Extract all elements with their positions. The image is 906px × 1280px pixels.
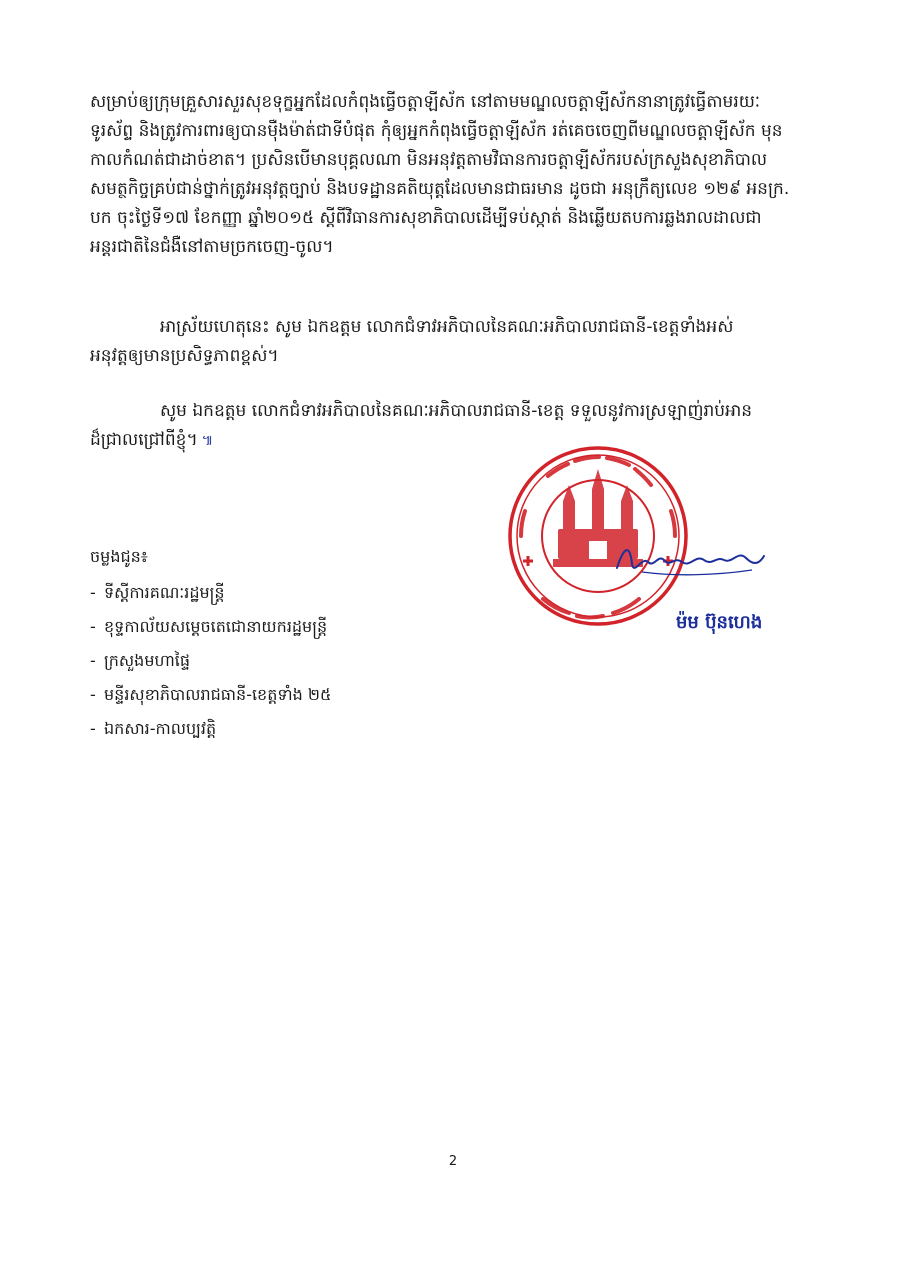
cc-recipient: ទីស្តីការគណៈរដ្ឋមន្ត្រី: [104, 583, 225, 602]
cc-list-item: - ទីស្តីការគណៈរដ្ឋមន្ត្រី: [90, 583, 225, 602]
signer-name: ម៉ម ប៊ុនហេង: [676, 612, 763, 633]
paragraph-line: កាលកំណត់ជាដាច់ខាត។ ប្រសិនបើមានបុគ្គលណា មិនអនុវត្តតាមវិធានការចត្តាឡីស័ករបស់ក្រសួងសុខាភិបាល: [90, 150, 768, 170]
paragraph-line: សូម ឯកឧត្តម លោកជំទាវអភិបាលនៃគណៈអភិបាលរាជធានី-ខេត្ត ទទួលនូវការស្រឡាញ់រាប់អាន: [160, 401, 753, 421]
page-number: 2: [448, 1154, 458, 1169]
paragraph-closing: [90, 397, 840, 456]
cc-recipient: ខុទ្ទកាល័យសម្តេចតេជោនាយករដ្ឋមន្ត្រី: [104, 617, 328, 636]
paragraph-line: សមត្ថកិច្ចគ្រប់ជាន់ថ្នាក់ត្រូវអនុវត្តច្បាប់ និងបទដ្ឋានគតិយុត្តដែលមានជាធរមាន ដូចជា អនុក្រឹត្យលេខ ១២៩ អនក្រ.: [90, 179, 790, 199]
paragraph-line: សម្រាប់ឲ្យក្រុមគ្រួសារសួរសុខទុក្ខអ្នកដែលកំពុងធ្វើចត្តាឡីស័ក នៅតាមមណ្ឌលចត្តាឡីស័កនានាត្រូវធ្វើតាមរយៈ: [90, 92, 761, 112]
cc-list-item: - ឯកសារ-កាលប្បវត្តិ: [90, 719, 217, 738]
cc-list-item: - ខុទ្ទកាល័យសម្តេចតេជោនាយករដ្ឋមន្ត្រី: [90, 617, 328, 636]
paragraph-line: អន្តរជាតិនៃជំងឺនៅតាមច្រកចេញ-ចូល។: [90, 237, 334, 257]
paragraph-quarantine-measures: [90, 88, 840, 262]
cc-title: ចម្លងជូន៖: [90, 547, 148, 566]
paragraph-line: [90, 426, 840, 456]
paragraph-line: អាស្រ័យហេតុនេះ សូម ឯកឧត្តម លោកជំទាវអភិបាលនៃគណៈអភិបាលរាជធានី-ខេត្តទាំងអស់: [160, 317, 734, 337]
paragraph-line: ទូរស័ព្ទ និងត្រូវការពារឲ្យបានម៉ឺងម៉ាត់ជាទីបំផុត កុំឲ្យអ្នកកំពុងធ្វើចត្តាឡីស័ក រត់គេចចេញពីមណ្ឌលចត្តាឡីស័ក មុន: [90, 121, 783, 141]
cc-list-item: - ក្រសួងមហាផ្ទៃ: [90, 651, 191, 670]
cc-recipient: ក្រសួងមហាផ្ទៃ: [104, 651, 191, 670]
cc-recipient: ឯកសារ-កាលប្បវត្តិ: [104, 719, 217, 738]
paragraph-line: អនុវត្តឲ្យមានប្រសិទ្ធភាពខ្ពស់។: [90, 346, 279, 366]
closing-text: ដ៏ជ្រាលជ្រៅពីខ្ញុំ។: [90, 430, 198, 450]
carbon-copy-section: [90, 543, 490, 749]
handwritten-signature: [612, 536, 772, 586]
paragraph-request: [90, 313, 840, 371]
cc-recipient: មន្ទីរសុខាភិបាលរាជធានី-ខេត្តទាំង ២៥: [104, 685, 332, 704]
cc-list-item: - មន្ទីរសុខាភិបាលរាជធានី-ខេត្តទាំង ២៥: [90, 685, 332, 704]
paragraph-line: បក ចុះថ្ងៃទី១៧ ខែកញ្ញា ឆ្នាំ២០១៥ ស្តីពីវិធានការសុខាភិបាលដើម្បីទប់ស្កាត់ និងឆ្លើយតបការឆ្លងរាលដាលជា: [90, 208, 762, 228]
cc-list: [90, 579, 490, 749]
handwritten-initial: ៕: [201, 433, 214, 449]
